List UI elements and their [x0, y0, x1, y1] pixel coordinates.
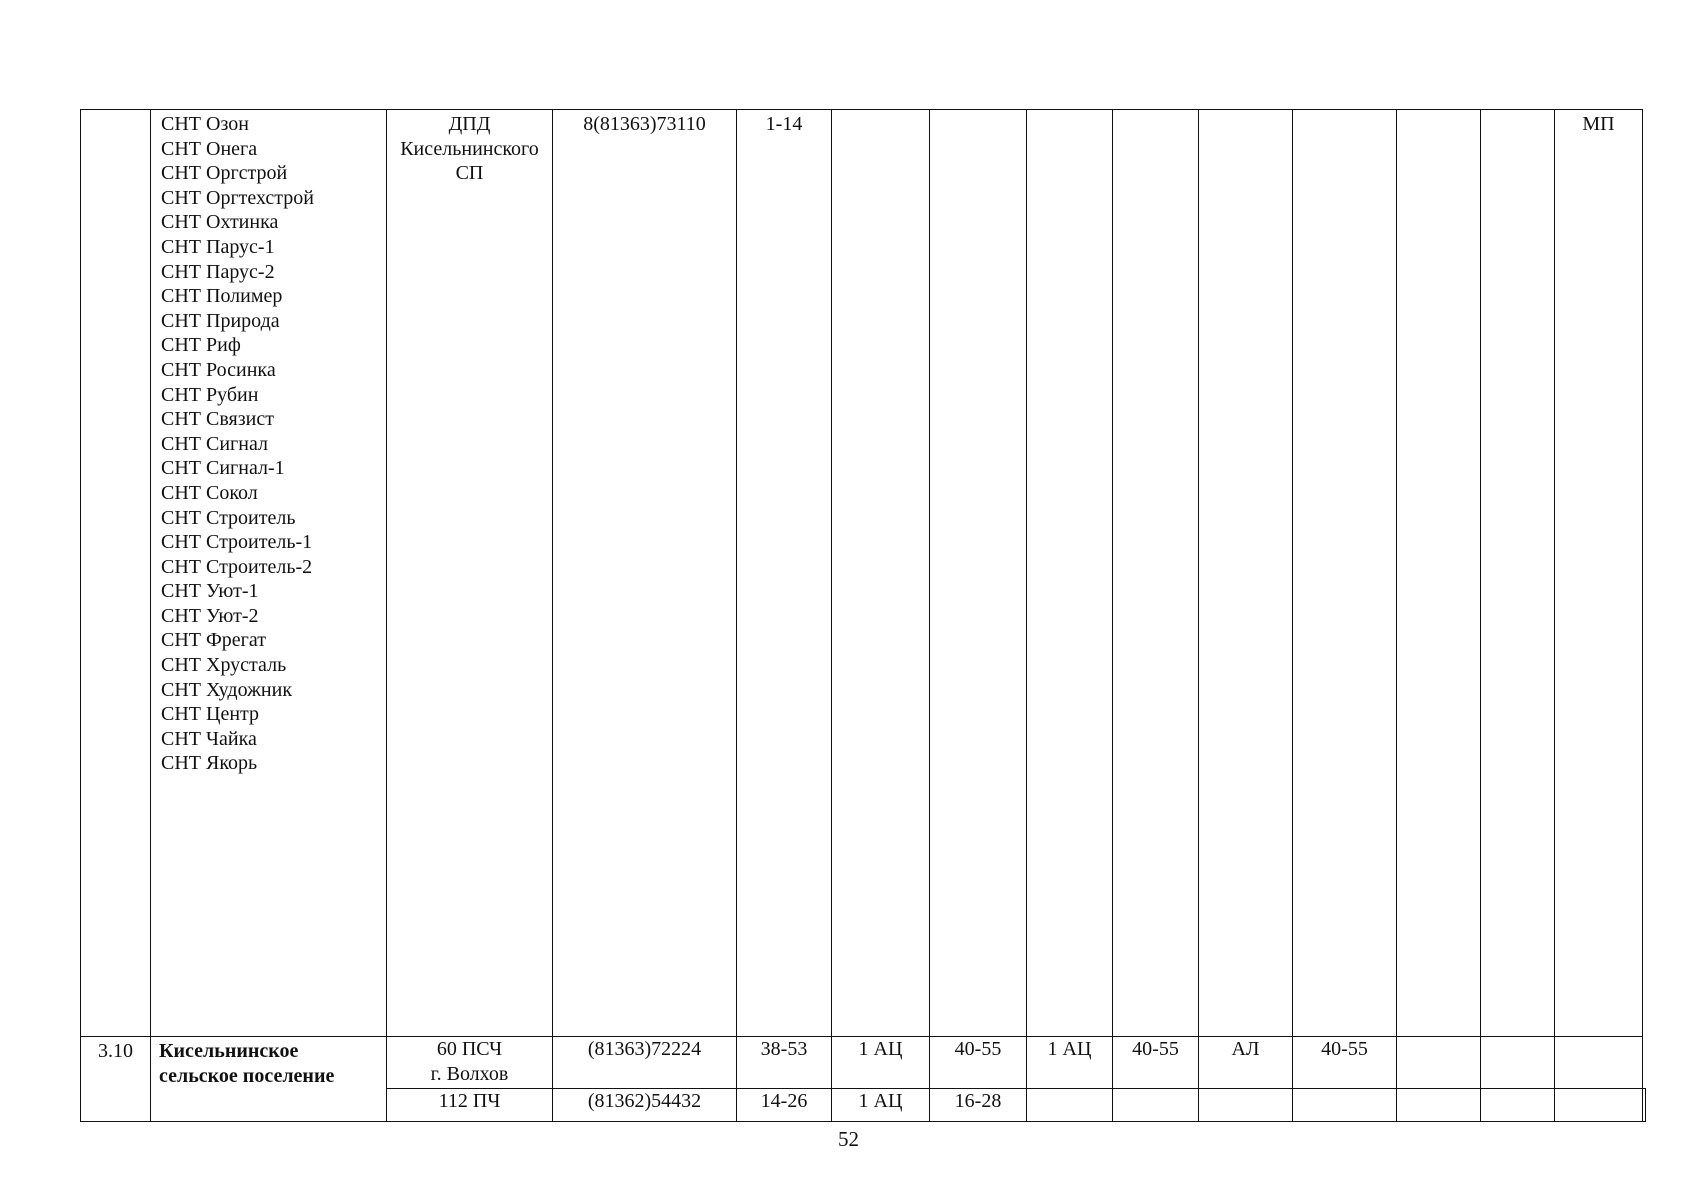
cell-tech1: 1 АЦ	[832, 1089, 930, 1122]
cell-row-number: 3.10	[81, 1037, 151, 1122]
cell-empty	[1113, 1089, 1199, 1122]
cell-time3: 40-55	[1293, 1037, 1397, 1089]
unit-line: г. Волхов	[430, 1062, 509, 1085]
cell-tech3: АЛ	[1199, 1037, 1293, 1089]
cell-number-empty	[81, 110, 151, 1037]
unit-line: СП	[455, 162, 484, 185]
cell-tech2: 1 АЦ	[1027, 1037, 1113, 1089]
snt-list-item: СНТ Оргстрой	[161, 162, 288, 185]
snt-list-item: СНТ Онега	[161, 137, 258, 160]
snt-list-item: СНТ Росинка	[161, 358, 276, 381]
cell-empty	[832, 110, 930, 1037]
cell-empty	[1555, 1089, 1643, 1122]
cell-empty	[1293, 110, 1397, 1037]
snt-list-item: СНТ Сигнал-1	[161, 457, 285, 480]
snt-list-item: СНТ Рубин	[161, 383, 259, 406]
table-row-310	[81, 1037, 1646, 1089]
snt-list-item: СНТ Строитель-2	[161, 555, 313, 578]
snt-list-item: СНТ Якорь	[161, 752, 258, 775]
cell-time2: 40-55	[1113, 1037, 1199, 1089]
snt-list-item: СНТ Озон	[161, 113, 249, 135]
cell-time1: 16-28	[930, 1089, 1027, 1122]
snt-list-item: СНТ Центр	[161, 703, 260, 726]
snt-list-item: СНТ Строитель-1	[161, 531, 313, 554]
settlement-line: Кисельнинское	[159, 1040, 299, 1062]
cell-phone: 8(81363)73110	[553, 110, 737, 1037]
cell-empty	[1293, 1089, 1397, 1122]
snt-list-item: СНТ Сигнал	[161, 432, 268, 455]
cell-empty	[930, 110, 1027, 1037]
cell-empty	[1481, 110, 1555, 1037]
snt-list-item: СНТ Сокол	[161, 481, 258, 504]
snt-list	[151, 110, 386, 776]
snt-list-item: СНТ Охтинка	[161, 211, 279, 234]
cell-empty	[1643, 1089, 1646, 1122]
cell-tech1: 1 АЦ	[832, 1037, 930, 1089]
cell-time: 1-14	[737, 110, 832, 1037]
snt-list-item: СНТ Чайка	[161, 727, 257, 750]
snt-list-item: СНТ Строитель	[161, 506, 296, 529]
cell-settlement	[151, 1037, 387, 1122]
cell-phone: (81363)72224	[553, 1037, 737, 1089]
cell-empty	[1199, 110, 1293, 1037]
cell-unit-112pch: 112 ПЧ	[387, 1089, 553, 1122]
settlement-line: сельское поселение	[159, 1064, 335, 1087]
snt-list-item: СНТ Риф	[161, 334, 241, 357]
cell-time: 14-26	[737, 1089, 832, 1122]
unit-line: ДПД	[448, 113, 491, 135]
cell-last: МП	[1555, 110, 1643, 1037]
cell-empty	[1481, 1089, 1555, 1122]
cell-unit-60psch	[387, 1037, 553, 1089]
unit-line: 60 ПСЧ	[436, 1038, 503, 1060]
snt-list-item: СНТ Уют-1	[161, 580, 259, 603]
cell-empty	[1027, 1089, 1113, 1122]
cell-empty	[1397, 110, 1481, 1037]
snt-list-item: СНТ Полимер	[161, 285, 283, 308]
snt-list-item: СНТ Хрусталь	[161, 654, 287, 677]
snt-list-item: СНТ Фрегат	[161, 629, 266, 652]
snt-list-item: СНТ Парус-1	[161, 235, 275, 258]
cell-empty	[1397, 1089, 1481, 1122]
cell-unit-dpd	[387, 110, 553, 1037]
snt-list-item: СНТ Связист	[161, 408, 274, 431]
snt-list-item: СНТ Уют-2	[161, 604, 259, 627]
unit-line: Кисельнинского	[400, 137, 539, 160]
cell-empty	[1113, 110, 1199, 1037]
cell-phone: (81362)54432	[553, 1089, 737, 1122]
cell-empty	[1027, 110, 1113, 1037]
table-row-snt	[81, 110, 1646, 1037]
cell-snt-list	[151, 110, 387, 1037]
cell-empty	[1481, 1037, 1555, 1089]
cell-empty	[1555, 1037, 1643, 1089]
snt-list-item: СНТ Оргтехстрой	[161, 186, 314, 209]
cell-time: 38-53	[737, 1037, 832, 1089]
cell-empty	[1199, 1089, 1293, 1122]
cell-time1: 40-55	[930, 1037, 1027, 1089]
fire-service-table	[80, 109, 1646, 1122]
snt-list-item: СНТ Природа	[161, 309, 280, 332]
page-number: 52	[838, 1127, 859, 1151]
snt-list-item: СНТ Художник	[161, 678, 293, 701]
cell-empty	[1397, 1037, 1481, 1089]
snt-list-item: СНТ Парус-2	[161, 260, 275, 283]
